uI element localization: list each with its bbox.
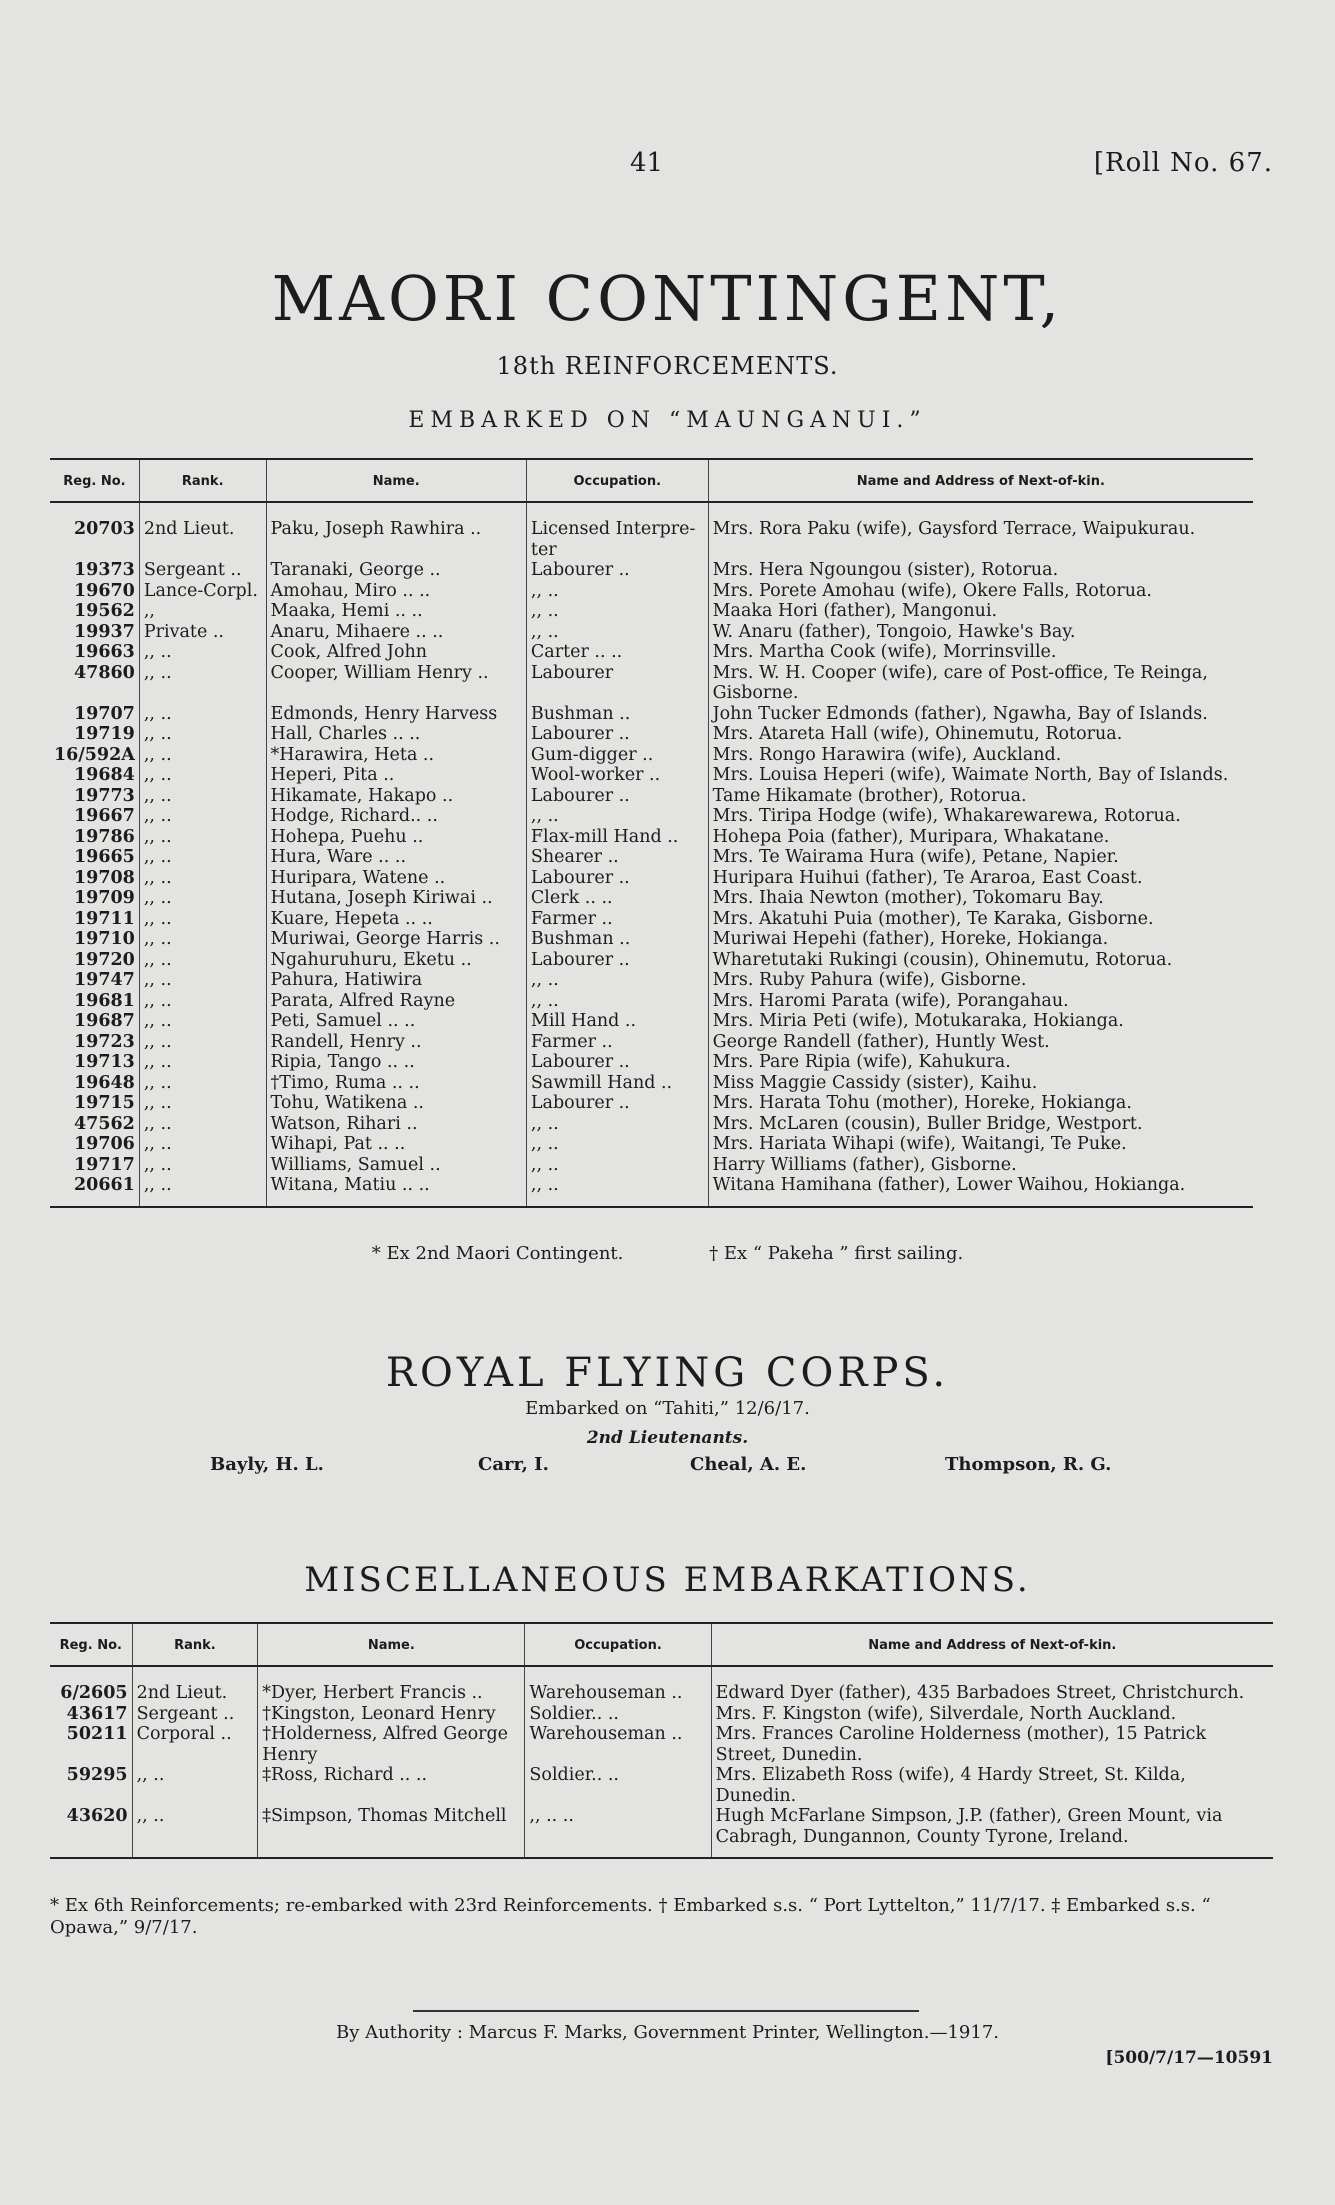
cell-next-of-kin: Harry Williams (father), Gisborne.	[708, 1155, 1253, 1176]
cell-occupation: ,, ..	[526, 601, 708, 622]
cell-name: Hodge, Richard.. ..	[266, 806, 526, 827]
cell-next-of-kin: Witana Hamihana (father), Lower Waihou, Hokianga.	[708, 1175, 1253, 1207]
table-row	[50, 581, 1253, 602]
cell-occupation: ,, ..	[526, 581, 708, 602]
cell-next-of-kin: Mrs. F. Kingston (wife), Silverdale, North Auckland.	[711, 1704, 1273, 1725]
cell-rank: Corporal ..	[132, 1724, 258, 1765]
cell-reg-no: 43620	[66, 1806, 128, 1826]
footnote-ex-2nd-contingent: * Ex 2nd Maori Contingent.	[371, 1243, 624, 1264]
cell-rank: Sergeant ..	[132, 1704, 258, 1725]
cell-occupation: Warehouseman ..	[525, 1683, 711, 1704]
roll-number: [Roll No. 67.	[1093, 148, 1273, 178]
table-row	[50, 765, 1253, 786]
cell-occupation: ,, .. ..	[525, 1806, 711, 1858]
cell-next-of-kin: Mrs. Elizabeth Ross (wife), 4 Hardy Street, St. Kilda, Dunedin.	[711, 1765, 1273, 1806]
cell-reg-no: 19720	[73, 949, 135, 970]
cell-name: Randell, Henry ..	[266, 1032, 526, 1053]
table-row	[50, 950, 1253, 971]
cell-occupation: Bushman ..	[526, 704, 708, 725]
cell-name: *Dyer, Herbert Francis ..	[258, 1683, 525, 1704]
cell-reg-no: 19710	[73, 929, 135, 949]
royal-flying-corps-title: ROYAL FLYING CORPS.	[385, 1350, 950, 1396]
cell-name: *Harawira, Heta ..	[266, 745, 526, 766]
print-code: [500/7/17—10591	[1105, 2048, 1273, 2068]
cell-rank: ,, ..	[132, 1765, 258, 1806]
cell-occupation: Shearer ..	[526, 847, 708, 868]
cell-rank: Lance-Corpl.	[139, 581, 266, 602]
cell-reg-no: 19713	[73, 1052, 135, 1072]
cell-name: Kuare, Hepeta .. ..	[266, 909, 526, 930]
cell-occupation: Labourer ..	[526, 560, 708, 581]
cell-name: Ngahuruhuru, Eketu ..	[266, 950, 526, 971]
rfc-embarked-line: Embarked on “Tahiti,” 12/6/17.	[525, 1398, 810, 1419]
spacer-cell	[711, 1666, 1273, 1683]
misc-roll-table	[50, 1622, 1273, 1859]
cell-occupation: Labourer ..	[526, 950, 708, 971]
table-row	[50, 1724, 1273, 1765]
cell-name: Wihapi, Pat .. ..	[266, 1134, 526, 1155]
cell-name: Edmonds, Henry Harvess	[266, 704, 526, 725]
cell-reg-no: 47562	[73, 1113, 135, 1134]
cell-reg-no: 19717	[73, 1154, 135, 1175]
cell-name: Hura, Ware .. ..	[266, 847, 526, 868]
miscellaneous-embarkations-title: MISCELLANEOUS EMBARKATIONS.	[304, 1560, 1031, 1600]
spacer-row	[50, 1666, 1273, 1683]
table-row	[50, 1175, 1253, 1207]
table-row	[50, 1806, 1273, 1858]
spacer-row	[50, 502, 1253, 519]
cell-name: Tohu, Watikena ..	[266, 1093, 526, 1114]
table-row	[50, 1155, 1253, 1176]
cell-reg-no: 19373	[73, 560, 135, 580]
cell-next-of-kin: W. Anaru (father), Tongoio, Hawke's Bay.	[708, 622, 1253, 643]
cell-rank: ,, ..	[139, 888, 266, 909]
maori-footnotes	[0, 1243, 1335, 1264]
cell-rank: ,, ..	[139, 1052, 266, 1073]
cell-reg-no: 19681	[73, 990, 135, 1011]
divider-rule	[413, 2010, 919, 2012]
table-row	[50, 827, 1253, 848]
cell-next-of-kin: Mrs. W. H. Cooper (wife), care of Post-office, Te Reinga, Gisborne.	[708, 663, 1253, 704]
cell-occupation: Farmer ..	[526, 909, 708, 930]
cell-occupation: Gum-digger ..	[526, 745, 708, 766]
cell-reg-no: 20661	[73, 1175, 135, 1195]
cell-next-of-kin: Hugh McFarlane Simpson, J.P. (father), Green Mount, via Cabragh, Dungannon, County Tyrone, Ireland.	[711, 1806, 1273, 1858]
cell-reg-no: 19648	[73, 1072, 135, 1093]
table-row	[50, 868, 1253, 889]
cell-name: Pahura, Hatiwira	[266, 970, 526, 991]
cell-rank: ,, ..	[139, 868, 266, 889]
cell-rank: ,, ..	[139, 950, 266, 971]
cell-name: †Timo, Ruma .. ..	[266, 1073, 526, 1094]
column-header-rank: Rank.	[139, 459, 266, 502]
cell-rank: ,, ..	[139, 827, 266, 848]
cell-rank: ,, ..	[139, 1114, 266, 1135]
cell-name: Watson, Rihari ..	[266, 1114, 526, 1135]
cell-reg-no: 19665	[73, 847, 135, 867]
cell-name: Peti, Samuel .. ..	[266, 1011, 526, 1032]
cell-next-of-kin: Mrs. Haromi Parata (wife), Porangahau.	[708, 991, 1253, 1012]
cell-occupation: Labourer	[526, 663, 708, 704]
spacer-cell	[708, 502, 1253, 519]
table-row	[50, 1093, 1253, 1114]
cell-rank: ,, ..	[139, 929, 266, 950]
table-row	[50, 745, 1253, 766]
cell-occupation: Sawmill Hand ..	[526, 1073, 708, 1094]
cell-next-of-kin: Mrs. Akatuhi Puia (mother), Te Karaka, Gisborne.	[708, 909, 1253, 930]
cell-reg-no: 19719	[73, 724, 135, 744]
cell-occupation: Labourer ..	[526, 724, 708, 745]
table-row	[50, 622, 1253, 643]
cell-occupation: Labourer ..	[526, 868, 708, 889]
table-row	[50, 1073, 1253, 1094]
cell-rank: ,, ..	[139, 1011, 266, 1032]
cell-rank: ,, ..	[132, 1806, 258, 1858]
cell-name: ‡Ross, Richard .. ..	[258, 1765, 525, 1806]
cell-occupation: Farmer ..	[526, 1032, 708, 1053]
cell-next-of-kin: Wharetutaki Rukingi (cousin), Ohinemutu, Rotorua.	[708, 950, 1253, 971]
cell-next-of-kin: Mrs. Hera Ngoungou (sister), Rotorua.	[708, 560, 1253, 581]
cell-rank: ,, ..	[139, 1175, 266, 1207]
spacer-cell	[50, 1666, 132, 1683]
cell-next-of-kin: George Randell (father), Huntly West.	[708, 1032, 1253, 1053]
cell-reg-no: 19773	[73, 785, 135, 806]
cell-reg-no: 19708	[73, 867, 135, 888]
cell-rank: 2nd Lieut.	[139, 519, 266, 560]
cell-rank: ,, ..	[139, 1093, 266, 1114]
cell-name: Taranaki, George ..	[266, 560, 526, 581]
cell-occupation: Labourer ..	[526, 786, 708, 807]
cell-occupation: Labourer ..	[526, 1052, 708, 1073]
cell-name: Muriwai, George Harris ..	[266, 929, 526, 950]
table-row	[50, 1011, 1253, 1032]
cell-occupation: ,, ..	[526, 806, 708, 827]
cell-occupation: ,, ..	[526, 1134, 708, 1155]
cell-reg-no: 19684	[73, 765, 135, 785]
cell-rank: ,, ..	[139, 909, 266, 930]
cell-next-of-kin: Mrs. McLaren (cousin), Buller Bridge, Westport.	[708, 1114, 1253, 1135]
cell-next-of-kin: Mrs. Rora Paku (wife), Gaysford Terrace, Waipukurau.	[708, 519, 1253, 560]
cell-occupation: Soldier.. ..	[525, 1765, 711, 1806]
cell-next-of-kin: Mrs. Rongo Harawira (wife), Auckland.	[708, 745, 1253, 766]
cell-occupation: Labourer ..	[526, 1093, 708, 1114]
cell-occupation: ,, ..	[526, 1114, 708, 1135]
cell-name: †Kingston, Leonard Henry	[258, 1704, 525, 1725]
cell-reg-no: 19663	[73, 642, 135, 662]
cell-rank: ,, ..	[139, 1032, 266, 1053]
cell-name: Anaru, Mihaere .. ..	[266, 622, 526, 643]
cell-reg-no: 19687	[73, 1011, 135, 1031]
cell-reg-no: 19747	[73, 970, 135, 990]
spacer-cell	[132, 1666, 258, 1683]
cell-occupation: ,, ..	[526, 970, 708, 991]
misc-footnotes: * Ex 6th Reinforcements; re-embarked with 23rd Reinforcements. † Embarked s.s. “ Port Lyttelton,” 11/7/17. ‡ Embarked s.s. “ Opawa,” 9/7/17.	[50, 1895, 1211, 1938]
cell-rank: 2nd Lieut.	[132, 1683, 258, 1704]
cell-name: Cook, Alfred John	[266, 642, 526, 663]
cell-reg-no: 43617	[66, 1703, 128, 1724]
cell-occupation: Carter .. ..	[526, 642, 708, 663]
cell-occupation: ,, ..	[526, 1175, 708, 1207]
cell-name: Hutana, Joseph Kiriwai ..	[266, 888, 526, 909]
cell-next-of-kin: Mrs. Harata Tohu (mother), Horeke, Hokianga.	[708, 1093, 1253, 1114]
cell-next-of-kin: Mrs. Louisa Heperi (wife), Waimate North, Bay of Islands.	[708, 765, 1253, 786]
cell-rank: ,, ..	[139, 724, 266, 745]
table-row	[50, 991, 1253, 1012]
cell-reg-no: 19786	[73, 826, 135, 847]
rfc-officer: Carr, I.	[478, 1454, 549, 1475]
cell-occupation: Licensed Interpre-ter	[526, 519, 708, 560]
cell-reg-no: 19707	[73, 703, 135, 724]
cell-reg-no: 59295	[66, 1765, 128, 1785]
cell-reg-no: 19715	[73, 1093, 135, 1113]
cell-next-of-kin: Mrs. Te Wairama Hura (wife), Petane, Napier.	[708, 847, 1253, 868]
cell-occupation: Warehouseman ..	[525, 1724, 711, 1765]
cell-name: Amohau, Miro .. ..	[266, 581, 526, 602]
column-header-reg-no: Reg. No.	[50, 1623, 132, 1666]
cell-name: Maaka, Hemi .. ..	[266, 601, 526, 622]
spacer-cell	[50, 502, 139, 519]
table-row	[50, 929, 1253, 950]
cell-reg-no: 19937	[73, 621, 135, 642]
column-header-reg-no: Reg. No.	[50, 459, 139, 502]
cell-name: Heperi, Pita ..	[266, 765, 526, 786]
cell-next-of-kin: John Tucker Edmonds (father), Ngawha, Bay of Islands.	[708, 704, 1253, 725]
column-header-occupation: Occupation.	[525, 1623, 711, 1666]
cell-rank: ,, ..	[139, 1073, 266, 1094]
table-row	[50, 663, 1253, 704]
cell-occupation: ,, ..	[526, 622, 708, 643]
cell-next-of-kin: Huripara Huihui (father), Te Araroa, East Coast.	[708, 868, 1253, 889]
cell-name: Parata, Alfred Rayne	[266, 991, 526, 1012]
printer-authority: By Authority : Marcus F. Marks, Government Printer, Wellington.—1917.	[335, 2022, 1000, 2043]
cell-reg-no: 19562	[73, 601, 135, 621]
cell-name: Cooper, William Henry ..	[266, 663, 526, 704]
table-row	[50, 519, 1253, 560]
cell-next-of-kin: Mrs. Pare Ripia (wife), Kahukura.	[708, 1052, 1253, 1073]
cell-next-of-kin: Maaka Hori (father), Mangonui.	[708, 601, 1253, 622]
cell-reg-no: 19667	[73, 806, 135, 826]
table-row	[50, 1114, 1253, 1135]
cell-rank: ,, ..	[139, 642, 266, 663]
cell-name: Hikamate, Hakapo ..	[266, 786, 526, 807]
cell-rank: ,, ..	[139, 704, 266, 725]
embarked-line: EMBARKED ON “MAUNGANUI.”	[408, 408, 927, 433]
cell-rank: Private ..	[139, 622, 266, 643]
cell-next-of-kin: Muriwai Hepehi (father), Horeke, Hokianga.	[708, 929, 1253, 950]
cell-rank: ,, ..	[139, 847, 266, 868]
table-row	[50, 806, 1253, 827]
cell-name: †Holderness, Alfred George Henry	[258, 1724, 525, 1765]
reinforcements-subtitle: 18th REINFORCEMENTS.	[496, 352, 839, 380]
table-row	[50, 1032, 1253, 1053]
table-row	[50, 642, 1253, 663]
cell-next-of-kin: Mrs. Ruby Pahura (wife), Gisborne.	[708, 970, 1253, 991]
table-row	[50, 1134, 1253, 1155]
column-header-next-of-kin: Name and Address of Next-of-kin.	[708, 459, 1253, 502]
cell-occupation: Bushman ..	[526, 929, 708, 950]
page-number: 41	[630, 148, 664, 178]
spacer-cell	[139, 502, 266, 519]
cell-name: ‡Simpson, Thomas Mitchell	[258, 1806, 525, 1858]
cell-reg-no: 20703	[73, 519, 135, 539]
cell-rank: ,,	[139, 601, 266, 622]
cell-next-of-kin: Mrs. Ihaia Newton (mother), Tokomaru Bay.	[708, 888, 1253, 909]
cell-occupation: Wool-worker ..	[526, 765, 708, 786]
cell-name: Hohepa, Puehu ..	[266, 827, 526, 848]
table-row	[50, 1765, 1273, 1806]
cell-rank: ,, ..	[139, 991, 266, 1012]
column-header-name: Name.	[258, 1623, 525, 1666]
table-row	[50, 1052, 1253, 1073]
cell-name: Paku, Joseph Rawhira ..	[266, 519, 526, 560]
cell-occupation: ,, ..	[526, 991, 708, 1012]
table-row	[50, 601, 1253, 622]
cell-occupation: Clerk .. ..	[526, 888, 708, 909]
table-row	[50, 847, 1253, 868]
maori-contingent-title: MAORI CONTINGENT,	[271, 262, 1064, 335]
cell-rank: Sergeant ..	[139, 560, 266, 581]
cell-rank: ,, ..	[139, 786, 266, 807]
cell-rank: ,, ..	[139, 970, 266, 991]
cell-reg-no: 19706	[73, 1134, 135, 1154]
cell-rank: ,, ..	[139, 1134, 266, 1155]
maori-roll-table	[50, 458, 1253, 1208]
cell-reg-no: 19709	[73, 888, 135, 908]
rfc-officer: Bayly, H. L.	[210, 1454, 324, 1475]
spacer-cell	[258, 1666, 525, 1683]
footnote-ex-pakeha: † Ex “ Pakeha ” first sailing.	[709, 1243, 964, 1264]
cell-reg-no: 50211	[66, 1724, 128, 1744]
cell-next-of-kin: Mrs. Porete Amohau (wife), Okere Falls, Rotorua.	[708, 581, 1253, 602]
column-header-occupation: Occupation.	[526, 459, 708, 502]
column-header-rank: Rank.	[132, 1623, 258, 1666]
cell-name: Huripara, Watene ..	[266, 868, 526, 889]
table-row	[50, 909, 1253, 930]
cell-occupation: Soldier.. ..	[525, 1704, 711, 1725]
cell-name: Ripia, Tango .. ..	[266, 1052, 526, 1073]
cell-reg-no: 19723	[73, 1031, 135, 1052]
cell-rank: ,, ..	[139, 745, 266, 766]
cell-name: Hall, Charles .. ..	[266, 724, 526, 745]
cell-occupation: ,, ..	[526, 1155, 708, 1176]
table-row	[50, 560, 1253, 581]
cell-next-of-kin: Mrs. Frances Caroline Holderness (mother), 15 Patrick Street, Dunedin.	[711, 1724, 1273, 1765]
spacer-cell	[525, 1666, 711, 1683]
cell-reg-no: 6/2605	[60, 1683, 128, 1703]
cell-next-of-kin: Hohepa Poia (father), Muripara, Whakatane.	[708, 827, 1253, 848]
cell-reg-no: 47860	[73, 662, 135, 683]
rfc-officer: Cheal, A. E.	[690, 1454, 807, 1475]
cell-rank: ,, ..	[139, 663, 266, 704]
cell-reg-no: 16/592A	[54, 744, 135, 765]
table-row	[50, 1683, 1273, 1704]
spacer-cell	[526, 502, 708, 519]
cell-next-of-kin: Mrs. Atareta Hall (wife), Ohinemutu, Rotorua.	[708, 724, 1253, 745]
table-row	[50, 704, 1253, 725]
table-row	[50, 888, 1253, 909]
column-header-name: Name.	[266, 459, 526, 502]
table-row	[50, 786, 1253, 807]
cell-occupation: Mill Hand ..	[526, 1011, 708, 1032]
cell-occupation: Flax-mill Hand ..	[526, 827, 708, 848]
cell-reg-no: 19711	[73, 908, 135, 929]
cell-reg-no: 19670	[73, 580, 135, 601]
rfc-rank-heading: 2nd Lieutenants.	[586, 1428, 749, 1448]
table-row	[50, 970, 1253, 991]
cell-name: Williams, Samuel ..	[266, 1155, 526, 1176]
cell-next-of-kin: Edward Dyer (father), 435 Barbadoes Street, Christchurch.	[711, 1683, 1273, 1704]
table-row	[50, 724, 1253, 745]
cell-next-of-kin: Mrs. Miria Peti (wife), Motukaraka, Hokianga.	[708, 1011, 1253, 1032]
cell-next-of-kin: Mrs. Hariata Wihapi (wife), Waitangi, Te Puke.	[708, 1134, 1253, 1155]
cell-rank: ,, ..	[139, 806, 266, 827]
column-header-next-of-kin: Name and Address of Next-of-kin.	[711, 1623, 1273, 1666]
cell-rank: ,, ..	[139, 1155, 266, 1176]
cell-next-of-kin: Mrs. Martha Cook (wife), Morrinsville.	[708, 642, 1253, 663]
cell-next-of-kin: Miss Maggie Cassidy (sister), Kaihu.	[708, 1073, 1253, 1094]
cell-rank: ,, ..	[139, 765, 266, 786]
spacer-cell	[266, 502, 526, 519]
table-row	[50, 1704, 1273, 1725]
cell-next-of-kin: Mrs. Tiripa Hodge (wife), Whakarewarewa, Rotorua.	[708, 806, 1253, 827]
cell-next-of-kin: Tame Hikamate (brother), Rotorua.	[708, 786, 1253, 807]
rfc-officer: Thompson, R. G.	[945, 1454, 1112, 1475]
cell-name: Witana, Matiu .. ..	[266, 1175, 526, 1207]
